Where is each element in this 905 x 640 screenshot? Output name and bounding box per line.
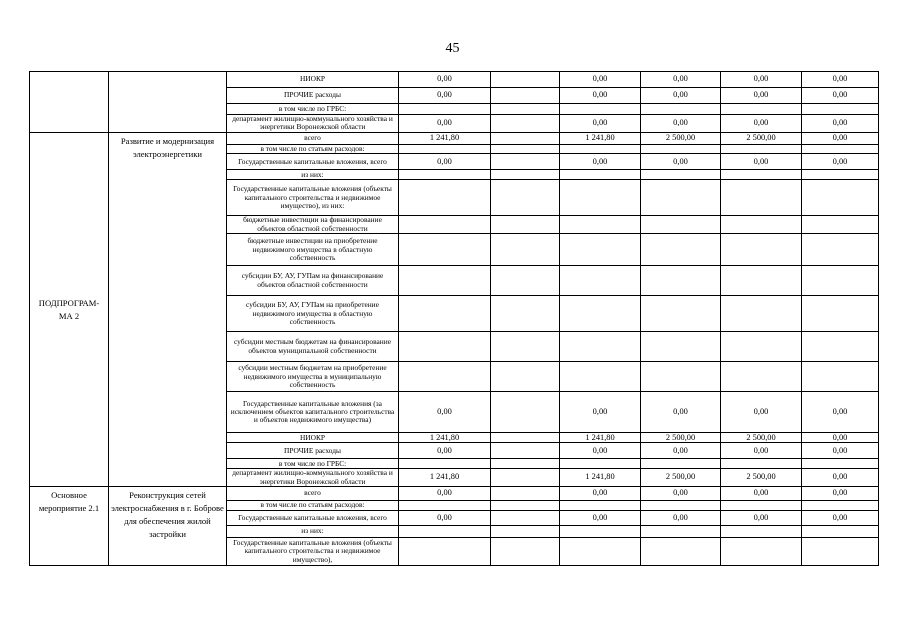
value-cell	[641, 526, 721, 538]
program-title-cell: Реконструкция сетей электроснабжения в г. Боброве для обеспечения жилой застройки	[109, 487, 227, 566]
value-cell	[802, 234, 879, 266]
value-cell: 0,00	[560, 443, 641, 459]
value-cell	[721, 216, 802, 234]
value-cell	[491, 501, 560, 511]
value-cell: 0,00	[721, 115, 802, 133]
expense-label-cell: Государственные капитальные вложения (объекты капитального строительства и недвижимое имущество), из них:	[227, 180, 399, 216]
value-cell: 0,00	[399, 487, 491, 501]
value-cell: 0,00	[641, 88, 721, 104]
value-cell	[399, 144, 491, 153]
value-cell: 0,00	[721, 72, 802, 88]
value-cell	[641, 501, 721, 511]
value-cell	[802, 459, 879, 469]
value-cell: 0,00	[641, 511, 721, 526]
value-cell: 0,00	[802, 88, 879, 104]
value-cell: 0,00	[802, 392, 879, 433]
value-cell	[641, 216, 721, 234]
value-cell: 0,00	[802, 443, 879, 459]
value-cell: 0,00	[802, 511, 879, 526]
expense-label-cell: в том числе по ГРБС:	[227, 104, 399, 115]
expense-label-cell: субсидии местным бюджетам на приобретение недвижимого имущества в муниципальную собственность	[227, 362, 399, 392]
expense-label-cell: ПРОЧИЕ расходы	[227, 443, 399, 459]
value-cell	[721, 104, 802, 115]
value-cell	[399, 526, 491, 538]
value-cell	[721, 538, 802, 566]
value-cell	[802, 170, 879, 180]
value-cell	[491, 443, 560, 459]
value-cell	[641, 180, 721, 216]
value-cell	[721, 144, 802, 153]
value-cell: 0,00	[641, 487, 721, 501]
value-cell	[399, 459, 491, 469]
value-cell: 0,00	[560, 511, 641, 526]
value-cell	[560, 459, 641, 469]
value-cell: 0,00	[641, 392, 721, 433]
value-cell	[641, 296, 721, 332]
expense-label-cell: в том числе по статьям расходов:	[227, 501, 399, 511]
value-cell	[802, 180, 879, 216]
value-cell: 1 241,80	[560, 433, 641, 443]
value-cell: 0,00	[399, 392, 491, 433]
value-cell	[641, 332, 721, 362]
expense-label-cell: департамент жилищно-коммунального хозяйства и энергетики Воронежской области	[227, 115, 399, 133]
value-cell: 0,00	[721, 511, 802, 526]
value-cell	[641, 538, 721, 566]
value-cell	[802, 362, 879, 392]
value-cell	[721, 296, 802, 332]
value-cell: 0,00	[399, 88, 491, 104]
value-cell	[491, 72, 560, 88]
expense-label-cell: Государственные капитальные вложения, всего	[227, 511, 399, 526]
value-cell	[721, 501, 802, 511]
value-cell	[560, 266, 641, 296]
value-cell: 0,00	[560, 115, 641, 133]
expense-label-cell: Государственные капитальные вложения, всего	[227, 154, 399, 170]
value-cell: 0,00	[802, 487, 879, 501]
value-cell	[641, 266, 721, 296]
value-cell	[560, 144, 641, 153]
value-cell: 1 241,80	[560, 132, 641, 144]
value-cell	[802, 144, 879, 153]
program-code-cell: Основное мероприятие 2.1	[30, 487, 109, 566]
value-cell: 0,00	[641, 443, 721, 459]
value-cell: 0,00	[721, 392, 802, 433]
value-cell	[491, 266, 560, 296]
value-cell	[491, 296, 560, 332]
expense-label-cell: ПРОЧИЕ расходы	[227, 88, 399, 104]
value-cell	[491, 234, 560, 266]
value-cell	[491, 216, 560, 234]
value-cell: 1 241,80	[399, 132, 491, 144]
value-cell	[491, 132, 560, 144]
value-cell: 0,00	[641, 72, 721, 88]
value-cell	[560, 216, 641, 234]
expense-label-cell: департамент жилищно-коммунального хозяйства и энергетики Воронежской области	[227, 469, 399, 487]
value-cell	[721, 332, 802, 362]
expense-label-cell: бюджетные инвестиции на приобретение недвижимого имущества в областную собственность	[227, 234, 399, 266]
value-cell	[560, 526, 641, 538]
value-cell: 0,00	[721, 487, 802, 501]
value-cell	[399, 180, 491, 216]
value-cell	[399, 104, 491, 115]
expense-label-cell: из них:	[227, 170, 399, 180]
value-cell: 1 241,80	[399, 469, 491, 487]
value-cell: 0,00	[721, 154, 802, 170]
expense-label-cell: субсидии БУ, АУ, ГУПам на финансирование объектов областной собственности	[227, 266, 399, 296]
value-cell	[560, 234, 641, 266]
value-cell	[399, 234, 491, 266]
expense-label-cell: НИОКР	[227, 433, 399, 443]
expense-label-cell: из них:	[227, 526, 399, 538]
expense-label-cell: Государственные капитальные вложения (за исключением объектов капитального строительства и объектов недвижимого имущества)	[227, 392, 399, 433]
value-cell: 0,00	[560, 154, 641, 170]
value-cell	[399, 538, 491, 566]
value-cell	[399, 501, 491, 511]
value-cell	[802, 538, 879, 566]
value-cell	[560, 362, 641, 392]
value-cell: 0,00	[560, 392, 641, 433]
program-title-cell	[109, 72, 227, 133]
value-cell: 0,00	[802, 115, 879, 133]
program-title-cell: Развитие и модернизация электроэнергетики	[109, 132, 227, 486]
expense-label-cell: Государственные капитальные вложения (объекты капитального строительства и недвижимое имущество),	[227, 538, 399, 566]
value-cell	[491, 526, 560, 538]
value-cell	[802, 104, 879, 115]
value-cell	[641, 234, 721, 266]
value-cell	[399, 332, 491, 362]
value-cell	[641, 104, 721, 115]
value-cell: 2 500,00	[641, 469, 721, 487]
value-cell	[721, 526, 802, 538]
value-cell	[721, 180, 802, 216]
table-row	[30, 72, 879, 88]
value-cell	[399, 296, 491, 332]
value-cell	[721, 362, 802, 392]
value-cell	[491, 362, 560, 392]
program-code-cell	[30, 72, 109, 133]
value-cell: 0,00	[641, 115, 721, 133]
value-cell	[641, 459, 721, 469]
expense-label-cell: бюджетные инвестиции на финансирование объектов областной собственности	[227, 216, 399, 234]
value-cell: 2 500,00	[641, 132, 721, 144]
expense-label-cell: в том числе по ГРБС:	[227, 459, 399, 469]
program-code-cell: ПОДПРОГРАМ-МА 2	[30, 132, 109, 486]
expense-label-cell: всего	[227, 487, 399, 501]
expense-label-cell: всего	[227, 132, 399, 144]
budget-table	[29, 71, 879, 566]
value-cell	[560, 170, 641, 180]
value-cell	[491, 104, 560, 115]
value-cell	[802, 501, 879, 511]
value-cell: 0,00	[641, 154, 721, 170]
value-cell	[560, 538, 641, 566]
value-cell	[802, 332, 879, 362]
value-cell: 0,00	[802, 433, 879, 443]
value-cell	[491, 180, 560, 216]
value-cell	[560, 180, 641, 216]
value-cell	[802, 216, 879, 234]
value-cell	[399, 170, 491, 180]
value-cell	[491, 469, 560, 487]
value-cell: 0,00	[721, 88, 802, 104]
value-cell	[721, 170, 802, 180]
value-cell: 2 500,00	[721, 433, 802, 443]
value-cell	[721, 266, 802, 296]
value-cell: 0,00	[560, 72, 641, 88]
value-cell: 1 241,80	[560, 469, 641, 487]
value-cell	[491, 433, 560, 443]
value-cell: 0,00	[802, 154, 879, 170]
value-cell	[491, 487, 560, 501]
table-row	[30, 132, 879, 144]
value-cell	[491, 511, 560, 526]
expense-label-cell: НИОКР	[227, 72, 399, 88]
value-cell	[560, 104, 641, 115]
value-cell	[721, 459, 802, 469]
value-cell	[491, 538, 560, 566]
value-cell: 0,00	[802, 72, 879, 88]
value-cell	[641, 144, 721, 153]
value-cell	[491, 154, 560, 170]
value-cell: 2 500,00	[721, 469, 802, 487]
value-cell: 2 500,00	[721, 132, 802, 144]
value-cell: 0,00	[560, 88, 641, 104]
value-cell	[491, 88, 560, 104]
value-cell	[399, 362, 491, 392]
value-cell: 0,00	[399, 72, 491, 88]
value-cell	[491, 392, 560, 433]
expense-label-cell: субсидии местным бюджетам на финансирование объектов муниципальной собственности	[227, 332, 399, 362]
value-cell: 0,00	[560, 487, 641, 501]
value-cell	[491, 332, 560, 362]
expense-label-cell: в том числе по статьям расходов:	[227, 144, 399, 153]
value-cell: 0,00	[721, 443, 802, 459]
value-cell	[399, 216, 491, 234]
value-cell	[491, 144, 560, 153]
value-cell	[399, 266, 491, 296]
table-row	[30, 487, 879, 501]
page-number: 45	[445, 41, 460, 56]
value-cell: 0,00	[399, 511, 491, 526]
value-cell: 2 500,00	[641, 433, 721, 443]
value-cell	[491, 459, 560, 469]
value-cell	[802, 296, 879, 332]
value-cell	[560, 332, 641, 362]
value-cell: 0,00	[399, 443, 491, 459]
value-cell	[641, 170, 721, 180]
value-cell: 0,00	[802, 469, 879, 487]
value-cell: 0,00	[802, 132, 879, 144]
value-cell	[560, 296, 641, 332]
value-cell	[721, 234, 802, 266]
value-cell: 0,00	[399, 154, 491, 170]
value-cell: 1 241,80	[399, 433, 491, 443]
value-cell	[491, 170, 560, 180]
expense-label-cell: субсидии БУ, АУ, ГУПам на приобретение недвижимого имущества в областную собственность	[227, 296, 399, 332]
value-cell	[802, 526, 879, 538]
value-cell	[641, 362, 721, 392]
value-cell	[560, 501, 641, 511]
value-cell: 0,00	[399, 115, 491, 133]
value-cell	[491, 115, 560, 133]
value-cell	[802, 266, 879, 296]
